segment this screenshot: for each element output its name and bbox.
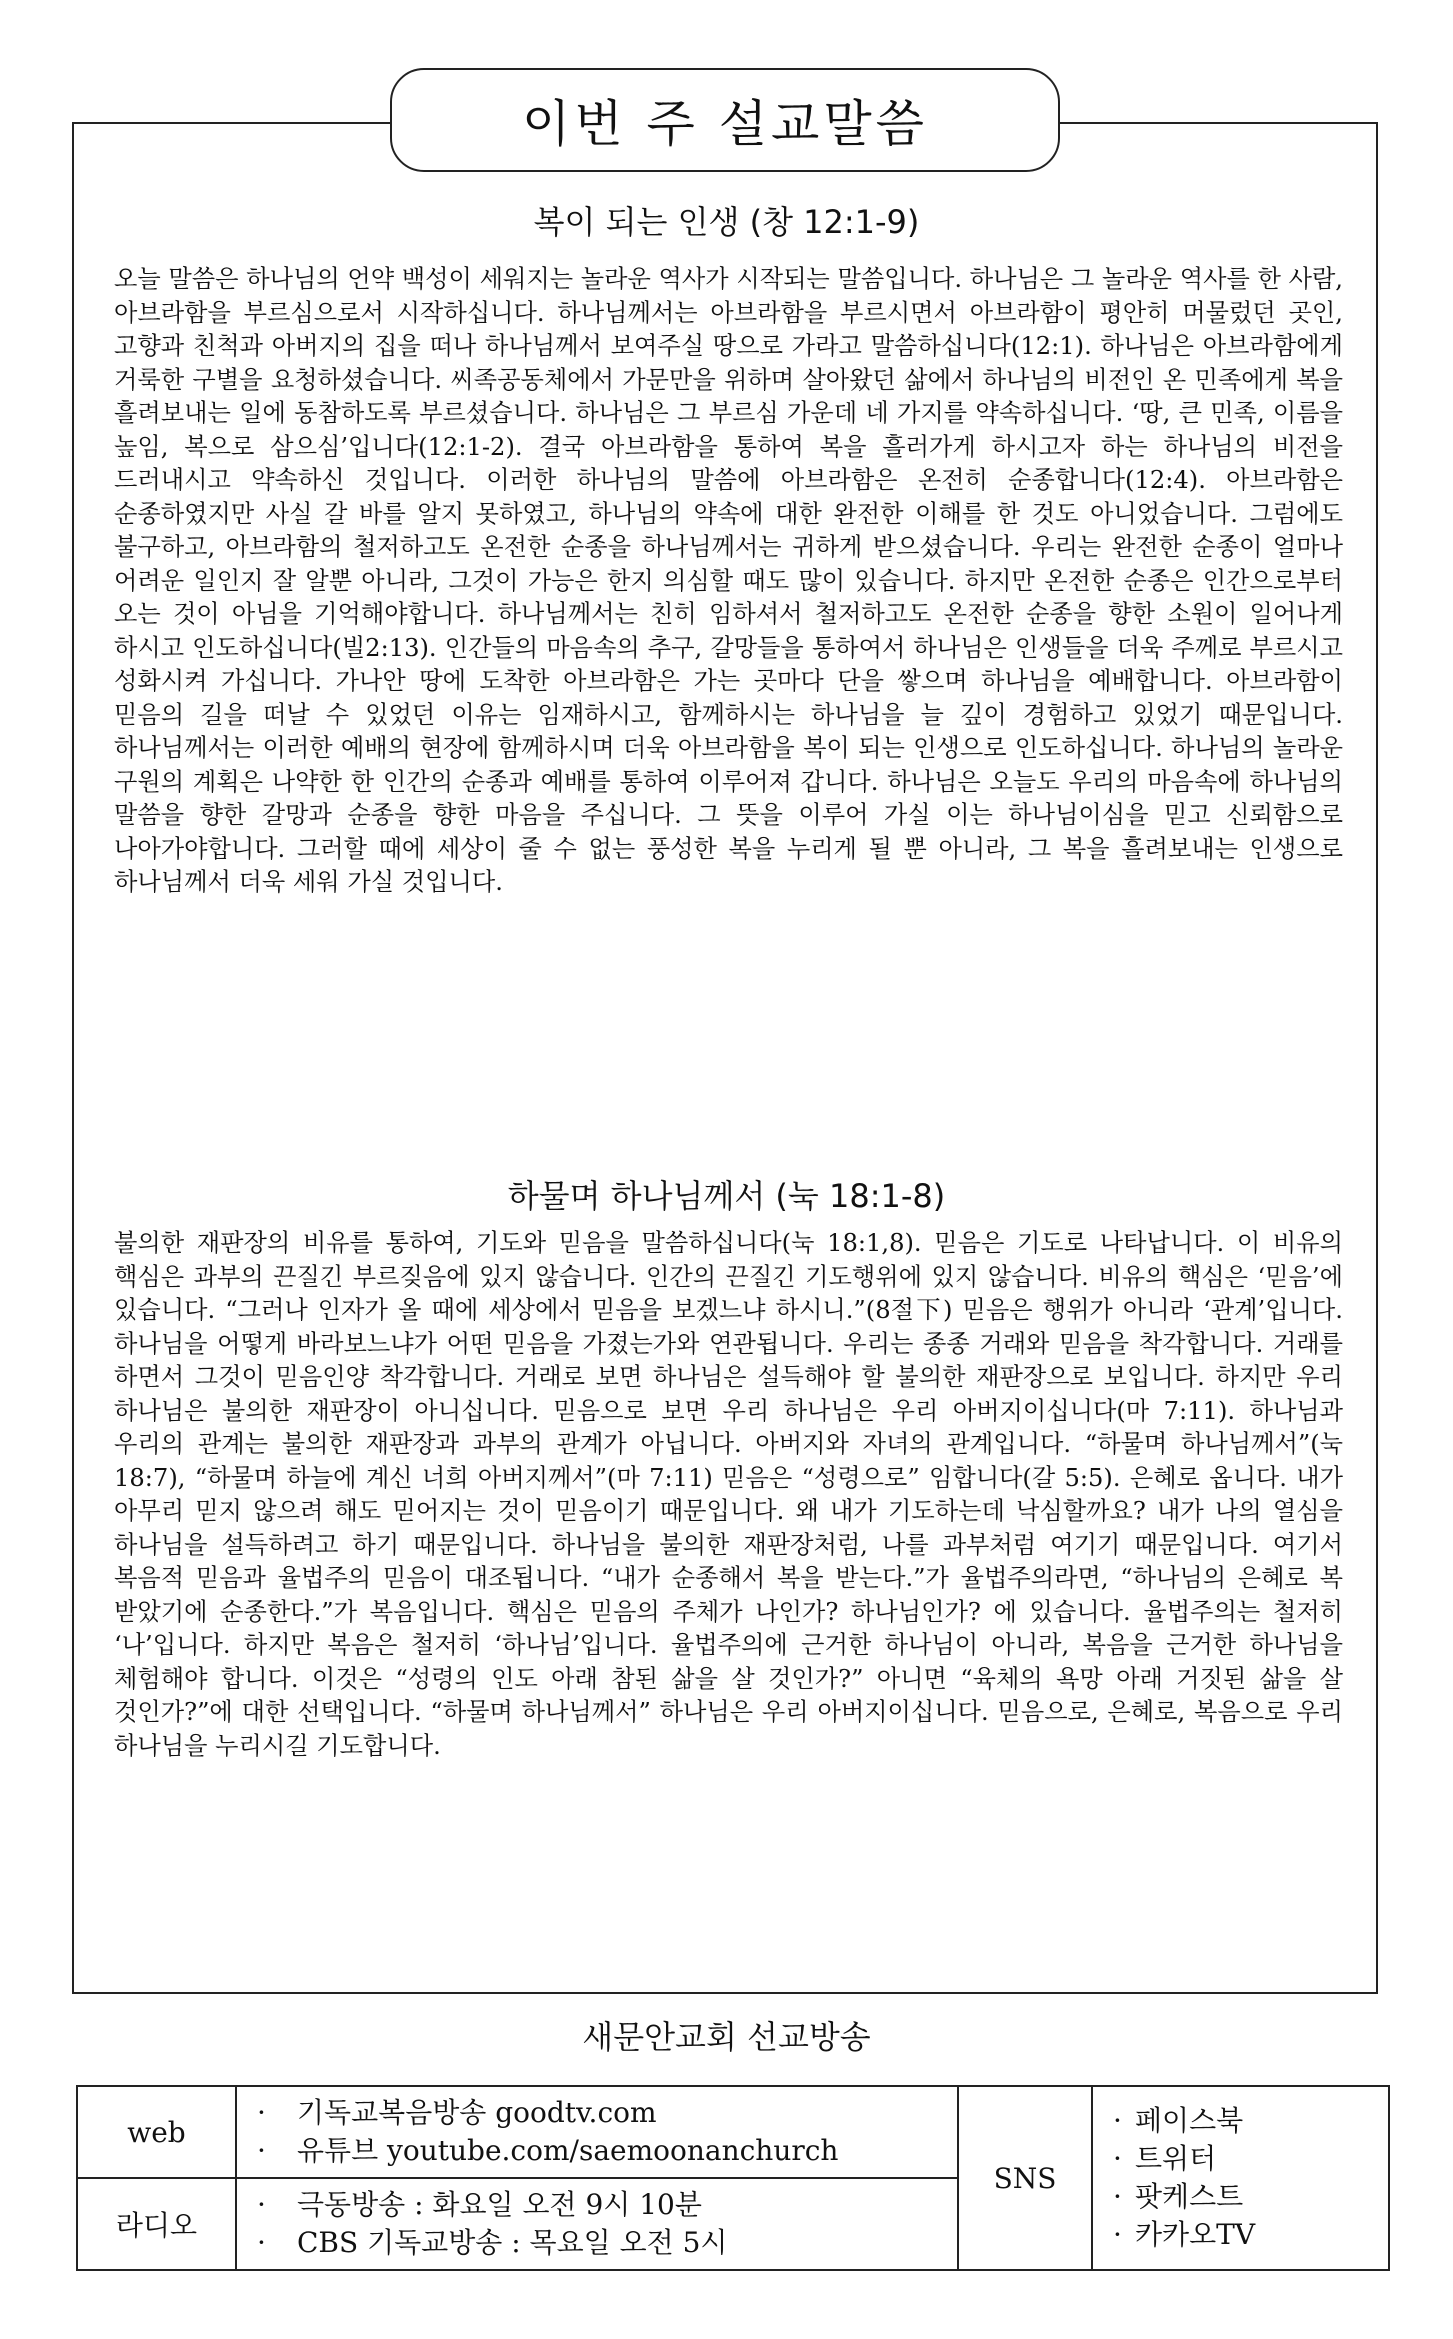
sns-items [1092, 2086, 1389, 2270]
list-item: · 팟케스트 [1113, 2180, 1244, 2213]
page-title: 이번 주 설교말씀 [522, 95, 928, 153]
list-item: · CBS 기독교방송 : 목요일 오전 5시 [257, 2226, 728, 2259]
web-items [236, 2086, 958, 2178]
sermon2-body: 불의한 재판장의 비유를 통하여, 기도와 믿음을 말씀하십니다(눅 18:1,8). 믿음은 기도로 나타납니다. 이 비유의 핵심은 과부의 끈질긴 부르짖음에 있지 않습니다. 인간의 끈질긴 기도행위에 있지 않습니다. 비유의 핵심은 ‘믿음’에 있습니다. “그러나 인자가 올 때에 세상에서 믿음을 보겠느냐 하시니.”(8절下) 믿음은 행위가 아니라 ‘관계’입니다. 하나님을 어떻게 바라보느냐가 어떤 믿음을 가졌는가와 연관됩니다. 우리는 종종 거래와 믿음을 착각합니다. 거래를 하면서 그것이 믿음인양 착각합니다. 거래로 보면 하나님은 설득해야 할 불의한 재판장으로 보입니다. 하지만 우리 하나님은 불의한 재판장이 아니십니다. 믿음으로 보면 우리 하나님은 우리 아버지이십니다(마 7:11). 하나님과 우리의 관계는 불의한 재판장과 과부의 관계가 아닙니다. 아버지와 자녀의 관계입니다. “하물며 하나님께서”(눅 18:7), “하물며 하늘에 계신 너희 아버지께서”(마 7:11) 믿음은 “성령으로” 임합니다(갈 5:5). 은혜로 옵니다. 내가 아무리 믿지 않으려 해도 믿어지는 것이 믿음이기 때문입니다. 왜 내가 기도하는데 낙심할까요? 내가 나의 열심을 하나님을 설득하려고 하기 때문입니다. 하나님을 불의한 재판장처럼, 나를 과부처럼 여기기 때문입니다. 여기서 복음적 믿음과 율법주의 믿음이 대조됩니다. “내가 순종해서 복을 받는다.”가 율법주의라면, “하나님의 은혜로 복 받았기에 순종한다.”가 복음입니다. 핵심은 믿음의 주체가 나인가? 하나님인가? 에 있습니다. 율법주의는 철저히 ‘나’입니다. 하지만 복음은 철저히 ‘하나님’입니다. 율법주의에 근거한 하나님이 아니라, 복음을 근거한 하나님을 체험해야 합니다. 이것은 “성령의 인도 아래 참된 삶을 살 것인가?” 아니면 “육체의 욕망 아래 거짓된 삶을 살 것인가?”에 대한 선택입니다. “하물며 하나님께서” 하나님은 우리 아버지이십니다. 믿음으로, 은혜로, 복음으로 우리 하나님을 누리시길 기도합니다. [114, 1229, 1343, 1760]
list-item: · 기독교복음방송 goodtv.com [257, 2096, 657, 2129]
broadcast-table [76, 2085, 1390, 2271]
web-label: web [77, 2086, 236, 2178]
list-item: · 트위터 [1113, 2142, 1217, 2175]
sermon1-title: 복이 되는 인생 (창 12:1-9) [533, 203, 920, 241]
radio-items [236, 2178, 958, 2270]
sns-label: SNS [958, 2086, 1092, 2270]
list-item: · 유튜브 youtube.com/saemoonanchurch [257, 2134, 839, 2167]
broadcast-title: 새문안교회 선교방송 [582, 2018, 871, 2056]
list-item: · 극동방송 : 화요일 오전 9시 10분 [257, 2188, 702, 2221]
sermon1-body: 오늘 말씀은 하나님의 언약 백성이 세워지는 놀라운 역사가 시작되는 말씀입니다. 하나님은 그 놀라운 역사를 한 사람, 아브라함을 부르심으로서 시작하십니다. 하나님께서는 아브라함을 부르시면서 아브라함이 평안히 머물렀던 곳인, 고향과 친척과 아버지의 집을 떠나 하나님께서 보여주실 땅으로 가라고 말씀하십니다(12:1). 하나님은 아브라함에게 거룩한 구별을 요청하셨습니다. 씨족공동체에서 가문만을 위하며 살아왔던 삶에서 하나님의 비전인 온 민족에게 복을 흘려보내는 일에 동참하도록 부르셨습니다. 하나님은 그 부르심 가운데 네 가지를 약속하십니다. ‘땅, 큰 민족, 이름을 높임, 복으로 삼으심’입니다(12:1-2). 결국 아브라함을 통하여 복을 흘러가게 하시고자 하는 하나님의 비전을 드러내시고 약속하신 것입니다. 이러한 하나님의 말씀에 아브라함은 온전히 순종합니다(12:4). 아브라함은 순종하였지만 사실 갈 바를 알지 못하였고, 하나님의 약속에 대한 완전한 이해를 한 것도 아니었습니다. 그럼에도 불구하고, 아브라함의 철저하고도 온전한 순종을 하나님께서는 귀하게 받으셨습니다. 우리는 완전한 순종이 얼마나 어려운 일인지 잘 알뿐 아니라, 그것이 가능은 한지 의심할 때도 많이 있습니다. 하지만 온전한 순종은 인간으로부터 오는 것이 아님을 기억해야합니다. 하나님께서는 친히 임하셔서 철저하고도 온전한 순종을 향한 소원이 일어나게 하시고 인도하십니다(빌2:13). 인간들의 마음속의 추구, 갈망들을 통하여서 하나님은 인생들을 더욱 주께로 부르시고 성화시켜 가십니다. 가나안 땅에 도착한 아브라함은 가는 곳마다 단을 쌓으며 하나님을 예배합니다. 아브라함이 믿음의 길을 떠날 수 있었던 이유는 임재하시고, 함께하시는 하나님을 늘 깊이 경험하고 있었기 때문입니다. 하나님께서는 이러한 예배의 현장에 함께하시며 더욱 아브라함을 복이 되는 인생으로 인도하십니다. 하나님의 놀라운 구원의 계획은 나약한 한 인간의 순종과 예배를 통하여 이루어져 갑니다. 하나님은 오늘도 우리의 마음속에 하나님의 말씀을 향한 갈망과 순종을 향한 마음을 주십니다. 그 뜻을 이루어 가실 이는 하나님이심을 믿고 신뢰함으로 나아가야합니다. 그러할 때에 세상이 줄 수 없는 풍성한 복을 누리게 될 뿐 아니라, 그 복을 흘려보내는 인생으로 하나님께서 더욱 세워 가실 것입니다. [114, 265, 1343, 896]
sermon2-title: 하물며 하나님께서 (눅 18:1-8) [507, 1177, 946, 1215]
list-item: · 페이스북 [1113, 2104, 1244, 2137]
list-item: · 카카오TV [1113, 2218, 1256, 2251]
header-tab [390, 68, 1060, 172]
radio-label: 라디오 [77, 2178, 236, 2270]
